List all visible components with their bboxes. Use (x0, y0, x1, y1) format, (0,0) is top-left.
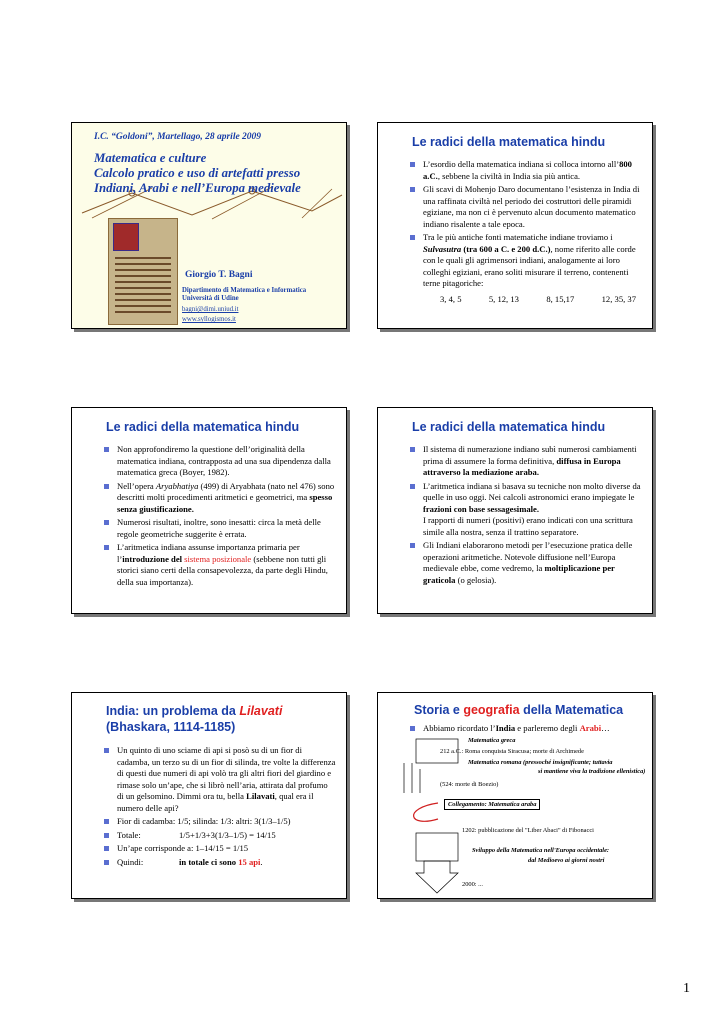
list-item: Totale: 1/5+1/3+3(1/3–1/5) = 14/15 (104, 830, 336, 842)
slide-title: Le radici della matematica hindu (412, 420, 606, 434)
slide-header: I.C. “Goldoni”, Martellago, 28 aprile 2009 (94, 132, 262, 142)
triple: 5, 12, 13 (488, 293, 519, 304)
slide-radici-2 (71, 407, 347, 614)
slide-title: India: un problema da Lilavati (Bhaskara, 1114-1185) (106, 704, 283, 734)
page-number: 1 (683, 981, 690, 996)
list-item: Fior di cadamba: 1/5; silinda: 1/3: altri: 3(1/3–1/5) (104, 816, 336, 828)
manuscript-image (108, 218, 178, 325)
slide-radici-1 (377, 122, 653, 329)
department (182, 287, 306, 303)
bullet-icon (410, 162, 415, 167)
email-link[interactable]: bagni@dimi.uniud.it (182, 306, 239, 313)
slide-title: Storia e geografia della Matematica (414, 703, 624, 717)
list-item: Non approfondiremo la questione dell’originalità della matematica indiana, contrapposta ad una sua dipendenza dalla matematica greca (Boyer, 1982). (104, 444, 336, 479)
list-item: Il sistema di numerazione indiano subì numerosi cambiamenti prima di assumere la forma definitiva, diffusa in Europa attraverso la mediazione araba. (410, 444, 642, 479)
timeline-label: Matematica greca (468, 737, 516, 744)
bullet-icon (410, 484, 415, 489)
timeline-label: si mantiene viva la tradizione ellenistica) (538, 768, 646, 775)
list-item: L’esordio della matematica indiana si colloca intorno all’800 a.C., sebbene la civiltà in India sia più antica. (410, 159, 642, 182)
department-line: Dipartimento di Matematica e Informatica (182, 287, 307, 294)
triple: 12, 35, 37 (601, 293, 636, 304)
author-name: Giorgio T. Bagni (185, 270, 253, 280)
list-item: Un quinto di uno sciame di api si posò su di un fior di cadamba, un terzo su di un fior di silinda, tre volte la differenza di questi due numeri di api volò tra gli altri fiori del giardino e rimase solo un’ape, che si librò nell’aria, attirata dal profumo di un gelsomino. Dimmi ora tu, bella Lilavati, qual era il numero delle api? (104, 745, 336, 814)
bullet-icon (410, 726, 415, 731)
slide-radici-3 (377, 407, 653, 614)
bullet-icon (104, 846, 109, 851)
slide-main-title (94, 151, 344, 196)
bullet-icon (410, 543, 415, 548)
list-item: L’aritmetica indiana si basava su tecniche non molto diverse da quelle in uso oggi. Nei calcoli astronomici erano impiegate le frazioni con base sessagesimale. I rapporti di numeri (positivi) erano indicati con una scrittura simile alla nostra, senza il trattino separatore. (410, 481, 642, 539)
list-item: Gli scavi di Mohenjo Daro documentano l’esistenza in India di una raffinata civiltà nel periodo dei costruttori delle piramidi egiziane, ma non ci è pervenuto alcun documento matematico indiano risalente a tale epoca. (410, 184, 642, 230)
bullet-icon (104, 447, 109, 452)
timeline-label: 1202: pubblicazione del "Liber Abaci" di Fibonacci (462, 827, 594, 834)
bullet-icon (410, 447, 415, 452)
list-item: Quindi: in totale ci sono 15 api. (104, 857, 336, 869)
list-item: Gli Indiani elaborarono metodi per l’esecuzione pratica delle operazioni aritmetiche. Notevole diffusione nell’Europa medievale ebbe, come vedremo, la moltiplicazione per graticola (o gelosia). (410, 540, 642, 586)
list-item: Numerosi risultati, inoltre, sono inesatti: circa la metà delle regole geometriche suggerite è errata. (104, 517, 336, 540)
timeline-label: Matematica romana (pressoché insignificante; tuttavia (468, 759, 613, 766)
timeline-label: Sviluppo della Matematica nell'Europa occidentale: (472, 847, 610, 854)
slide-storia (377, 692, 653, 899)
list-item: Nell’opera Aryabhatiya (499) di Aryabhata (nato nel 476) sono descritti molti procedimenti aritmetici e geometrici, ma spesso senza giustificazione. (104, 481, 336, 516)
slide-title (71, 122, 347, 329)
slide-title: Le radici della matematica hindu (106, 420, 300, 434)
list-item: L’aritmetica indiana assunse importanza primaria per l’introduzione del sistema posizionale (sebbene non tutti gli storici siano certi della consapevolezza, da parte degli Hindu, della sua importanza). (104, 542, 336, 588)
bullet-icon (104, 748, 109, 753)
bullet-list (410, 159, 642, 305)
timeline-label: dal Medioevo ai giorni nostri (528, 857, 605, 864)
title-line: Matematica e culture (94, 151, 207, 165)
bullet-icon (104, 484, 109, 489)
list-item: Abbiamo ricordato l’India e parleremo degli Arabi… (410, 723, 642, 735)
timeline-lines (398, 733, 648, 898)
list-item: Un’ape corrisponde a: 1–14/15 = 1/15 (104, 843, 336, 855)
bullet-list (104, 444, 336, 590)
bullet-icon (104, 545, 109, 550)
title-line: Calcolo pratico e uso di artefatti presso (94, 166, 301, 180)
slide-lilavati (71, 692, 347, 899)
bullet-icon (104, 833, 109, 838)
timeline-label: Collegamento: Matematica araba (444, 799, 540, 810)
timeline-label: 212 a.C.: Roma conquista Siracusa; morte di Archimede (440, 748, 584, 755)
website-link[interactable]: www.syllogismos.it (182, 316, 236, 323)
list-item: Tra le più antiche fonti matematiche indiane troviamo i Sulvasutra (tra 600 a C. e 200 d.C.), nome riferito alle corde con le quali gli agrimensori indiani, analogamente ai loro colleghi egiziani, erano soliti misurare il terreno, contenenti terne pitagoriche: (410, 232, 642, 290)
bullet-icon (410, 187, 415, 192)
timeline-label: (524: morte di Boezio) (440, 781, 499, 788)
bullet-icon (410, 235, 415, 240)
bullet-icon (104, 860, 109, 865)
title-line: Indiani, Arabi e nell’Europa medievale (94, 181, 301, 195)
department-line: Università di Udine (182, 295, 239, 302)
slide-title: Le radici della matematica hindu (412, 135, 606, 149)
triple: 3, 4, 5 (440, 293, 462, 304)
pythagorean-triples (410, 292, 642, 306)
bullet-list (104, 745, 336, 870)
timeline-diagram (398, 733, 648, 898)
timeline-label: 2000: ... (462, 881, 483, 888)
bullet-list (410, 444, 642, 588)
bullet-icon (104, 520, 109, 525)
triple: 8, 15,17 (546, 293, 575, 304)
bullet-icon (104, 819, 109, 824)
